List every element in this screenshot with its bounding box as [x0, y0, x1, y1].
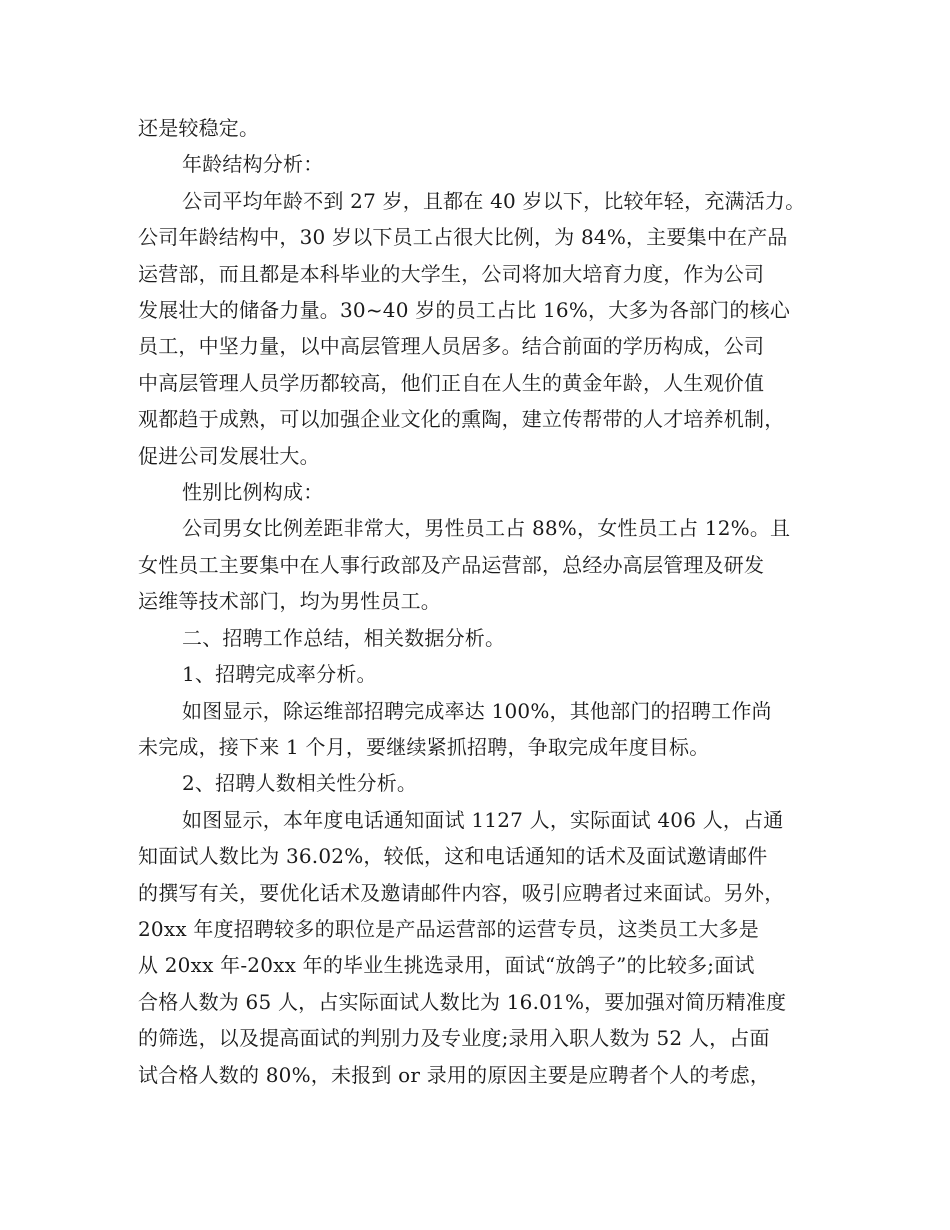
text-line: 女性员工主要集中在人事行政部及产品运营部，总经办高层管理及研发	[138, 552, 765, 577]
text-line: 促进公司发展壮大。	[138, 443, 320, 468]
text-line: 从 20xx 年-20xx 年的毕业生挑选录用，面试“放鸽子”的比较多;面试	[138, 953, 755, 978]
text-line: 如图显示，除运维部招聘完成率达 100%，其他部门的招聘工作尚	[182, 698, 772, 723]
text-line: 合格人数为 65 人，占实际面试人数比为 16.01%，要加强对简历精准度	[138, 989, 787, 1014]
body-text	[138, 110, 828, 1093]
text-line: 的撰写有关，要优化话术及邀请邮件内容，吸引应聘者过来面试。另外，	[138, 880, 785, 905]
text-line: 未完成，接下来 1 个月，要继续紧抓招聘，争取完成年度目标。	[138, 734, 710, 759]
section-heading: 年龄结构分析：	[182, 152, 324, 177]
text-line: 的筛选，以及提高面试的判别力及专业度;录用入职人数为 52 人，占面	[138, 1026, 770, 1051]
text-line: 20xx 年度招聘较多的职位是产品运营部的运营专员，这类员工大多是	[138, 916, 759, 941]
text-line: 员工，中坚力量，以中高层管理人员居多。结合前面的学历构成，公司	[138, 334, 765, 359]
text-line: 发展壮大的储备力量。30~40 岁的员工占比 16%，大多为各部门的核心	[138, 298, 791, 323]
text-line: 试合格人数的 80%，未报到 or 录用的原因主要是应聘者个人的考虑，	[138, 1062, 771, 1087]
text-line: 运营部，而且都是本科毕业的大学生，公司将加大培育力度，作为公司	[138, 261, 765, 286]
section-heading: 性别比例构成：	[182, 480, 324, 505]
subsection-heading: 2、招聘人数相关性分析。	[182, 771, 418, 796]
section-heading: 二、招聘工作总结，相关数据分析。	[182, 625, 506, 650]
text-line: 公司平均年龄不到 27 岁，且都在 40 岁以下，比较年轻，充满活力。	[182, 188, 806, 213]
subsection-heading: 1、招聘完成率分析。	[182, 662, 377, 687]
text-line: 公司男女比例差距非常大，男性员工占 88%，女性员工占 12%。且	[182, 516, 791, 541]
text-line: 公司年龄结构中，30 岁以下员工占很大比例，为 84%，主要集中在产品	[138, 225, 788, 250]
text-line: 还是较稳定。	[138, 116, 260, 140]
text-line: 如图显示，本年度电话通知面试 1127 人，实际面试 406 人，占通	[182, 807, 784, 832]
text-line: 知面试人数比为 36.02%，较低，这和电话通知的话术及面试邀请邮件	[138, 844, 768, 869]
text-line: 观都趋于成熟，可以加强企业文化的熏陶，建立传帮带的人才培养机制，	[138, 407, 785, 432]
text-line: 中高层管理人员学历都较高，他们正自在人生的黄金年龄，人生观价值	[138, 370, 765, 395]
text-line: 运维等技术部门，均为男性员工。	[138, 589, 441, 614]
